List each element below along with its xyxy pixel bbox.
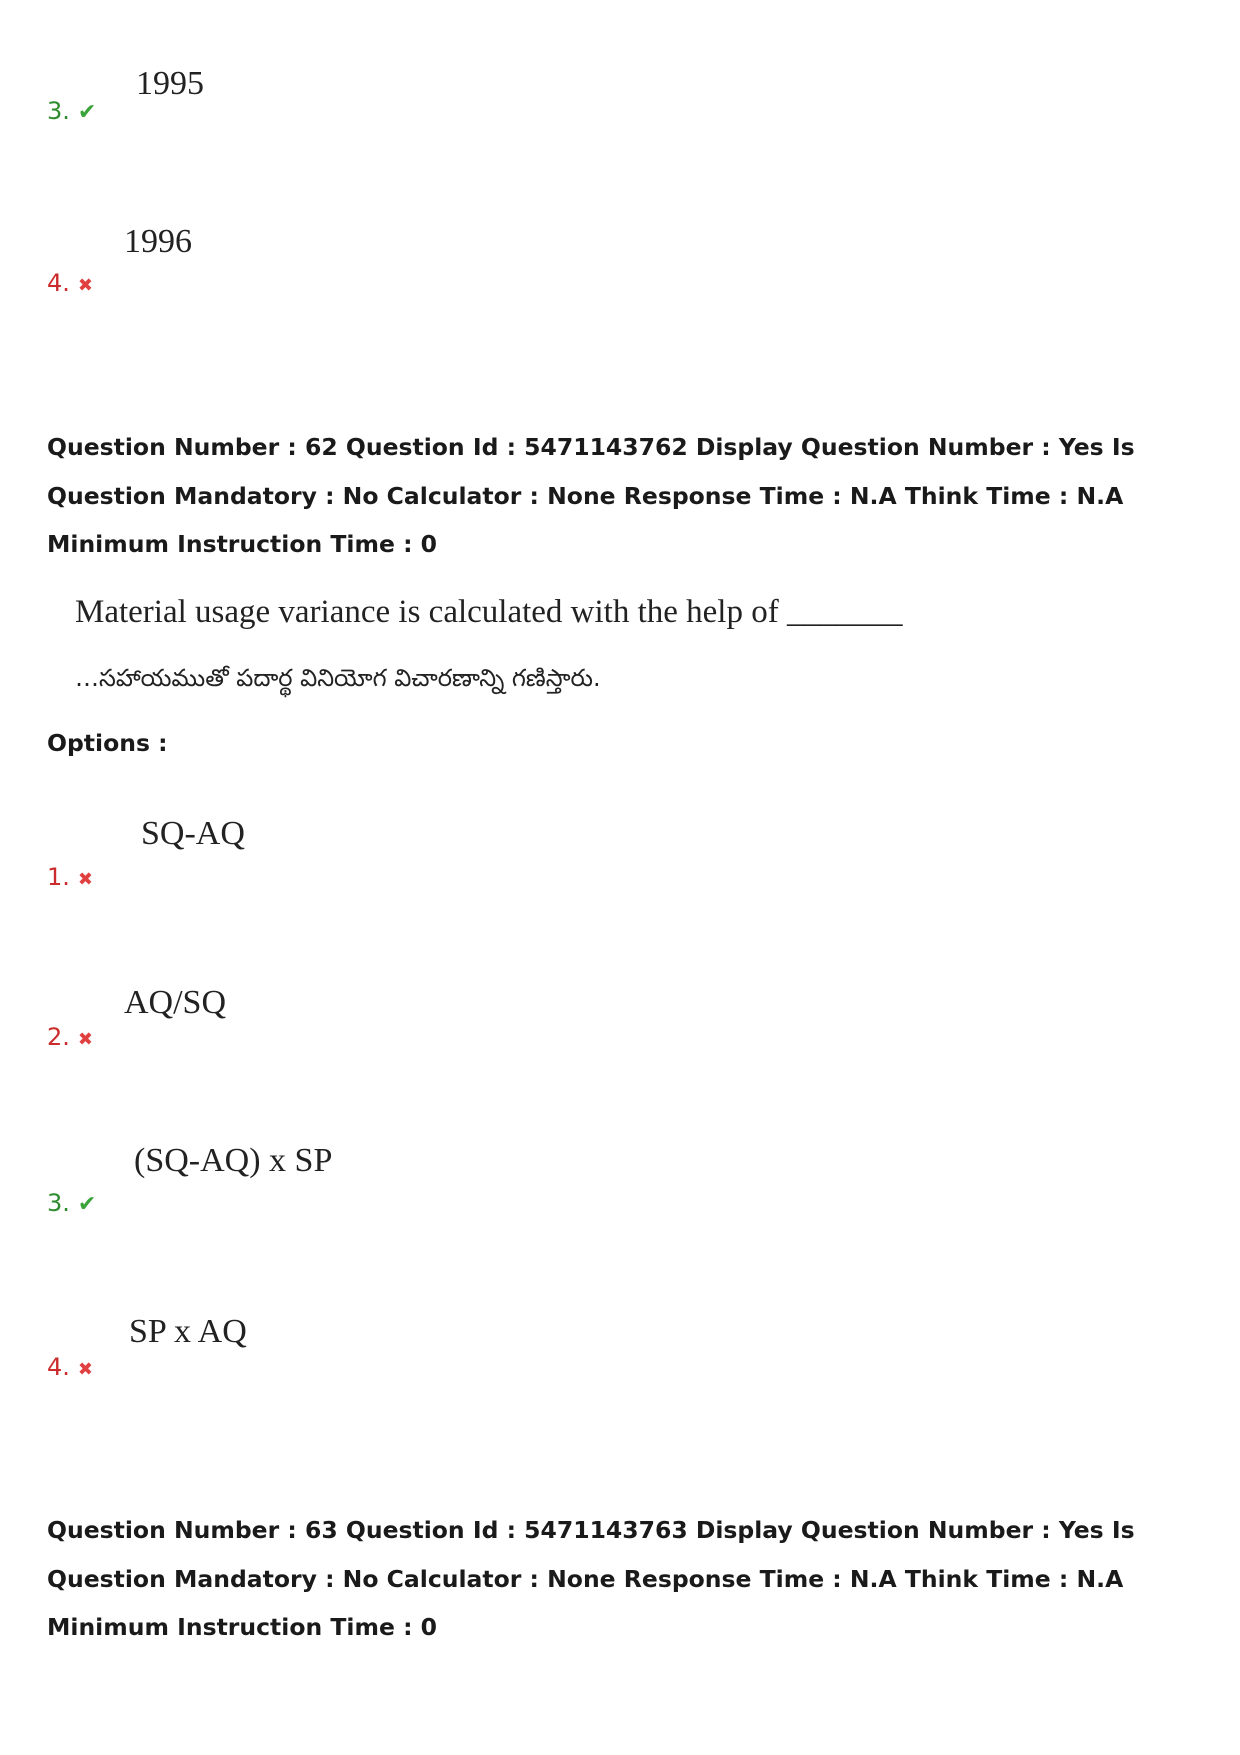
options-label: Options : — [47, 729, 168, 757]
question-62-meta: Question Number : 62 Question Id : 5471143762 Display Question Number : Yes Is Question Mandatory : No Calculator : None Response Time : N.A Think Time : N.A Minimum Instruction Time : 0 — [47, 433, 1135, 558]
prev-option-4-number — [47, 268, 93, 301]
option-2-number — [47, 1022, 93, 1055]
option-2-text: AQ/SQ — [124, 984, 227, 1021]
option-1-number — [47, 862, 93, 895]
question-63-meta: Question Number : 63 Question Id : 5471143763 Display Question Number : Yes Is Question Mandatory : No Calculator : None Response Time : N.A Think Time : N.A Minimum Instruction Time : 0 — [47, 1516, 1135, 1641]
option-2-label: 2. — [47, 1023, 70, 1051]
option-3-label: 3. — [47, 1189, 70, 1217]
cross-icon: ✖ — [77, 275, 93, 296]
check-icon: ✔ — [77, 100, 97, 125]
option-1-label: 1. — [47, 863, 70, 891]
prev-option-3-label: 3. — [47, 97, 70, 125]
cross-icon: ✖ — [77, 869, 93, 890]
option-3-text: (SQ-AQ) x SP — [134, 1142, 333, 1179]
cross-icon: ✖ — [77, 1029, 93, 1050]
prev-option-4-text: 1996 — [124, 223, 192, 260]
check-icon: ✔ — [77, 1192, 97, 1217]
prev-option-4-label: 4. — [47, 269, 70, 297]
question-62-text-te: …సహాయముతో పదార్థ వినియోగ విచారణాన్ని గణిస్తారు. — [75, 664, 601, 692]
prev-option-3-number — [47, 96, 96, 128]
option-4-number — [47, 1352, 93, 1385]
option-4-label: 4. — [47, 1353, 70, 1381]
option-1-text: SQ-AQ — [141, 815, 245, 852]
option-4-text: SP x AQ — [129, 1313, 247, 1350]
option-3-number — [47, 1188, 96, 1220]
prev-option-3-text: 1995 — [136, 65, 204, 102]
cross-icon: ✖ — [77, 1359, 93, 1380]
question-62-text-en: Material usage variance is calculated with the help of _______ — [75, 594, 903, 630]
